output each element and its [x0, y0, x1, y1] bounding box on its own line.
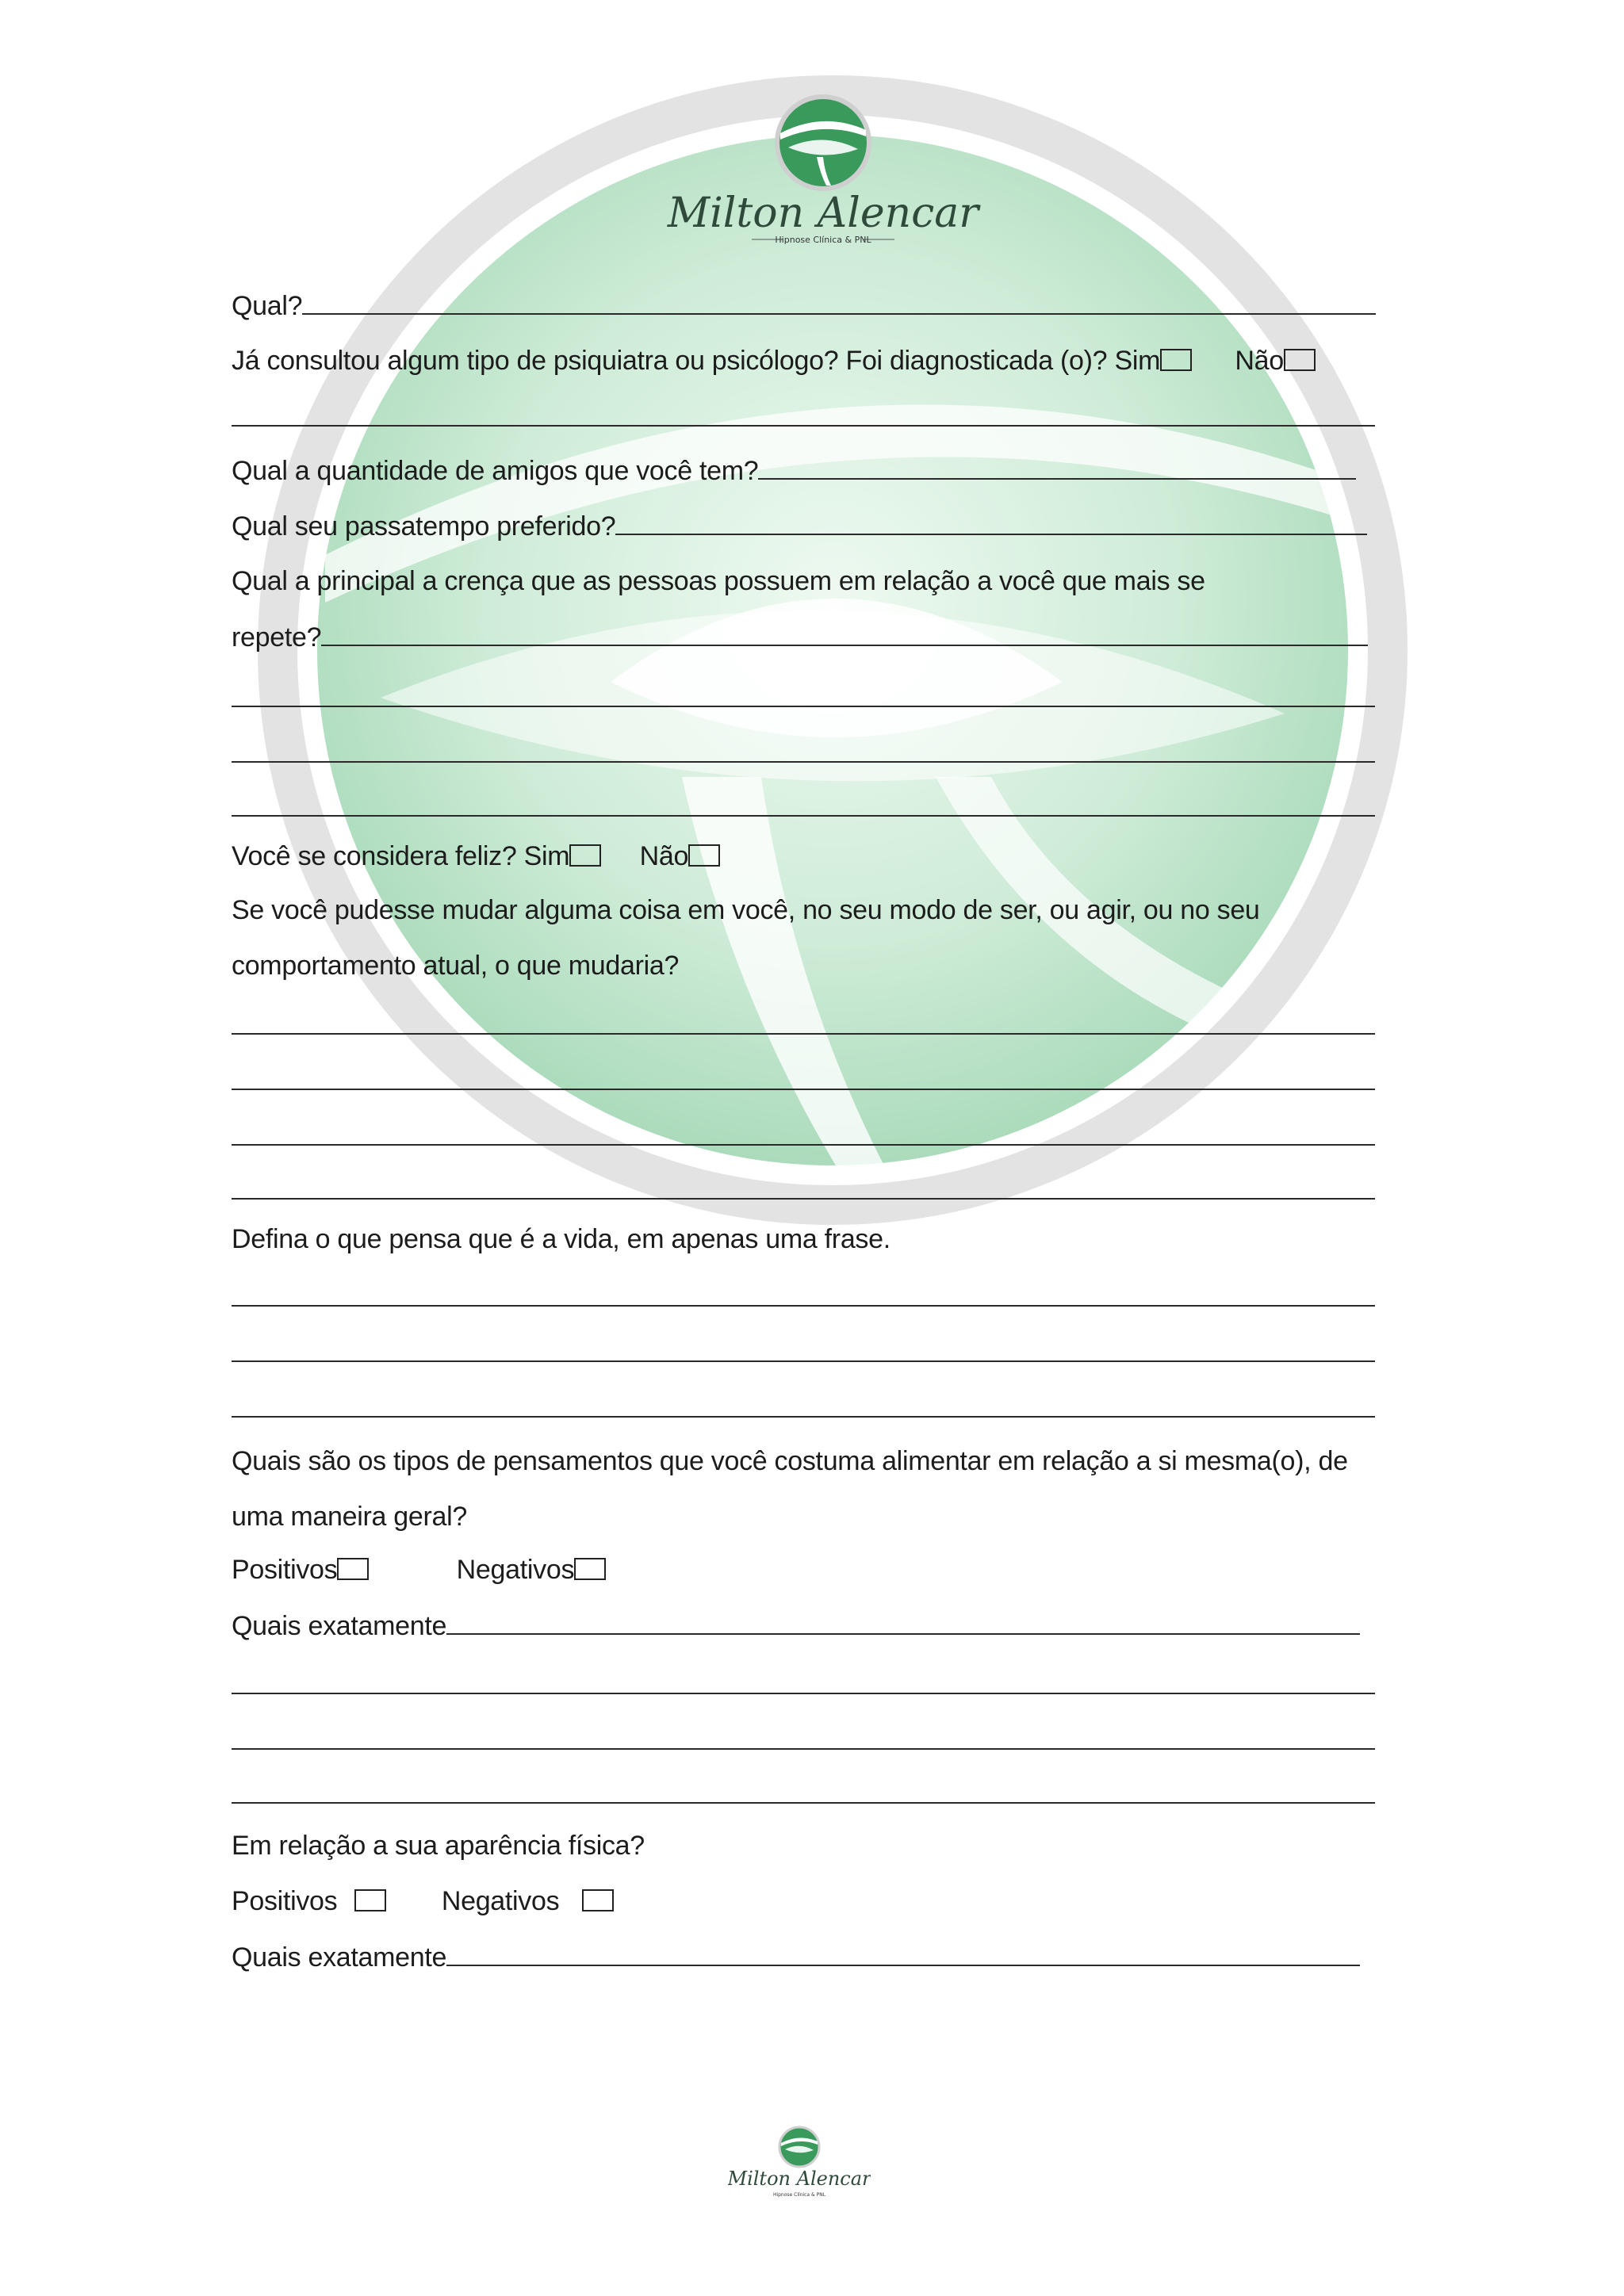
mudar-label-1: Se você pudesse mudar alguma coisa em você, no seu modo de ser, ou agir, ou no seu: [232, 895, 1260, 925]
vida-answer-line-1[interactable]: [232, 1305, 1375, 1307]
aparencia-negative-label: Negativos: [441, 1886, 560, 1916]
pensamentos-negative-checkbox[interactable]: [574, 1558, 606, 1580]
mudar-answer-line-2[interactable]: [232, 1089, 1375, 1090]
amigos-row: [232, 454, 1356, 487]
quais-exatamente-answer-line-1[interactable]: [446, 1609, 1360, 1635]
quais-exatamente-answer-line-2[interactable]: [446, 1941, 1360, 1966]
crenca-answer-line-4[interactable]: [232, 815, 1375, 817]
psiquiatra-question: Já consultou algum tipo de psiquiatra ou psicólogo? Foi diagnosticada (o)?: [232, 346, 1108, 376]
psiquiatra-yes-checkbox[interactable]: [1160, 349, 1192, 371]
mudar-answer-line-4[interactable]: [232, 1198, 1375, 1200]
mudar-row-2: [232, 950, 679, 982]
qual-answer-line[interactable]: [302, 289, 1376, 315]
pensamentos-row-2: [232, 1501, 467, 1533]
aparencia-options-row: [232, 1885, 614, 1917]
footer-brand-name: Milton Alencar: [728, 2168, 871, 2190]
qual-row: [232, 289, 1376, 322]
aparencia-positive-label: Positivos: [232, 1886, 338, 1916]
header-brand-name: Milton Alencar: [667, 189, 979, 237]
pensamentos-positive-label: Positivos: [232, 1555, 338, 1585]
mudar-label-2: comportamento atual, o que mudaria?: [232, 951, 680, 981]
vida-label: Defina o que pensa que é a vida, em apenas uma frase.: [232, 1224, 891, 1254]
psiquiatra-yes-label: Sim: [1114, 346, 1161, 376]
aparencia-positive-checkbox[interactable]: [354, 1889, 386, 1911]
crenca-answer-line-2[interactable]: [232, 706, 1375, 707]
aparencia-label: Em relação a sua aparência física?: [232, 1831, 645, 1861]
footer-logo: [728, 2125, 871, 2204]
header-logo: [665, 94, 982, 252]
pensamentos-row-1: [232, 1445, 1348, 1477]
feliz-yes-checkbox[interactable]: [569, 844, 601, 867]
psiquiatra-no-checkbox[interactable]: [1284, 349, 1316, 371]
pensamentos-label-2: uma maneira geral?: [232, 1502, 467, 1532]
feliz-question: Você se considera feliz?: [232, 841, 517, 871]
footer-brand-tagline: Hipnose Clínica & PNL: [772, 2192, 826, 2198]
qual-label: Qual?: [232, 291, 303, 321]
pensamentos-label-1: Quais são os tipos de pensamentos que você costuma alimentar em relação a si mesma(o), de: [232, 1446, 1348, 1476]
pensamentos-options-row: [232, 1554, 606, 1586]
crenca-answer-line[interactable]: [321, 621, 1368, 646]
pensamentos-answer-line-4[interactable]: [232, 1802, 1375, 1804]
pensamentos-answer-line-2[interactable]: [232, 1693, 1375, 1694]
feliz-yes-label: Sim: [523, 841, 570, 871]
feliz-row: [232, 840, 720, 872]
vida-answer-line-2[interactable]: [232, 1360, 1375, 1362]
quais-exatamente-label-1: Quais exatamente: [232, 1611, 447, 1641]
aparencia-row: [232, 1830, 645, 1862]
crenca-label-1: Qual a principal a crença que as pessoas possuem em relação a você que mais se: [232, 566, 1205, 596]
vida-row: [232, 1223, 891, 1255]
amigos-answer-line[interactable]: [758, 454, 1356, 480]
mudar-answer-line-3[interactable]: [232, 1144, 1375, 1146]
psiquiatra-answer-line[interactable]: [232, 425, 1375, 427]
amigos-label: Qual a quantidade de amigos que você tem?: [232, 456, 759, 486]
mudar-row-1: [232, 894, 1260, 926]
aparencia-negative-checkbox[interactable]: [582, 1889, 614, 1911]
passatempo-row: [232, 510, 1367, 542]
header-brand-tagline: Hipnose Clínica & PNL: [775, 235, 871, 245]
pensamentos-positive-checkbox[interactable]: [337, 1558, 369, 1580]
quais-exatamente-row-2: [232, 1941, 1360, 1973]
passatempo-label: Qual seu passatempo preferido?: [232, 511, 616, 541]
crenca-row-1: [232, 565, 1205, 597]
passatempo-answer-line[interactable]: [615, 510, 1367, 535]
quais-exatamente-label-2: Quais exatamente: [232, 1942, 447, 1973]
pensamentos-negative-label: Negativos: [456, 1555, 575, 1585]
quais-exatamente-row-1: [232, 1609, 1360, 1642]
pensamentos-answer-line-3[interactable]: [232, 1748, 1375, 1750]
feliz-no-label: Não: [639, 841, 689, 871]
crenca-label-2: repete?: [232, 622, 322, 652]
footer-logo-emblem-icon: [728, 2125, 871, 2204]
logo-emblem-icon: [665, 94, 982, 252]
psiquiatra-no-label: Não: [1235, 346, 1284, 376]
crenca-row-2: [232, 621, 1368, 653]
mudar-answer-line-1[interactable]: [232, 1033, 1375, 1035]
vida-answer-line-3[interactable]: [232, 1416, 1375, 1418]
crenca-answer-line-3[interactable]: [232, 761, 1375, 763]
psiquiatra-row: [232, 345, 1316, 377]
feliz-no-checkbox[interactable]: [688, 844, 720, 867]
